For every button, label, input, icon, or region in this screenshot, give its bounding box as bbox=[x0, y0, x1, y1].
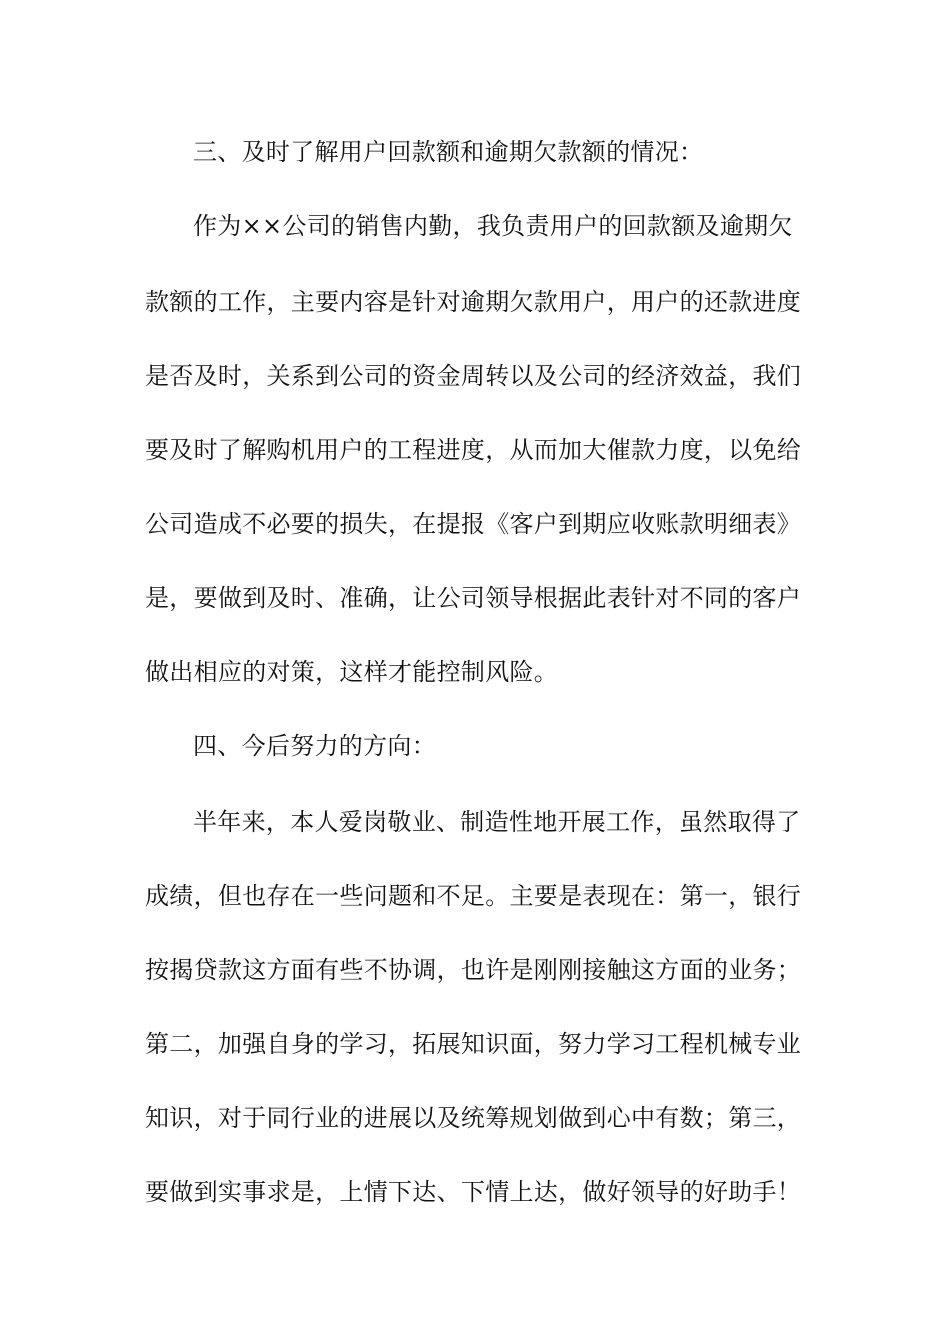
paragraph-line: 公司造成不必要的损失，在提报《客户到期应收账款明细表》 bbox=[145, 510, 802, 538]
paragraph-line: 成绩，但也存在一些问题和不足。主要是表现在：第一，银行 bbox=[145, 882, 802, 910]
paragraph-line: 是否及时，关系到公司的资金周转以及公司的经济效益，我们 bbox=[145, 362, 802, 390]
paragraph-line: 知识，对于同行业的进展以及统筹规划做到心中有数；第三， bbox=[145, 1104, 802, 1132]
paragraph-line: 做出相应的对策，这样才能控制风险。 bbox=[145, 658, 559, 686]
paragraph-line: 要及时了解购机用户的工程进度，从而加大催款力度，以免给 bbox=[145, 436, 802, 464]
paragraph-line: 作为××公司的销售内勤，我负责用户的回款额及逾期欠 bbox=[193, 212, 793, 240]
paragraph-line: 第二，加强自身的学习，拓展知识面，努力学习工程机械专业 bbox=[145, 1030, 802, 1058]
paragraph-line: 按揭贷款这方面有些不协调，也许是刚刚接触这方面的业务； bbox=[145, 956, 802, 984]
paragraph-line: 半年来，本人爱岗敬业、制造性地开展工作，虽然取得了 bbox=[193, 808, 801, 836]
paragraph-line: 款额的工作，主要内容是针对逾期欠款用户，用户的还款进度 bbox=[145, 288, 802, 316]
section-heading-3: 三、及时了解用户回款额和逾期欠款额的情况： bbox=[193, 138, 704, 166]
paragraph-line: 要做到实事求是，上情下达、下情上达，做好领导的好助手！ bbox=[145, 1178, 802, 1206]
section-heading-4: 四、今后努力的方向： bbox=[193, 732, 436, 760]
paragraph-line: 是，要做到及时、准确，让公司领导根据此表针对不同的客户 bbox=[145, 584, 802, 612]
